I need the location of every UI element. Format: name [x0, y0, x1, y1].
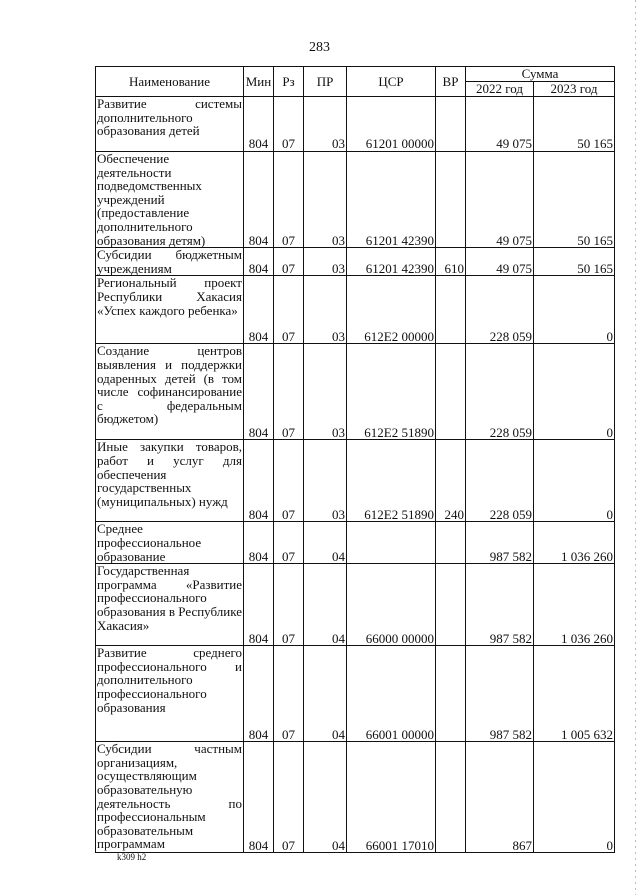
row-name: Среднее профессиональное образование [96, 522, 244, 564]
page-edge-line [635, 0, 636, 895]
row-vr [436, 646, 466, 742]
row-sum-2022: 228 059 [466, 344, 534, 440]
header-sum: Сумма [466, 67, 615, 82]
row-rz: 07 [274, 152, 304, 248]
row-pr: 03 [304, 276, 347, 344]
row-csr: 66000 00000 [347, 564, 436, 646]
row-sum-2022: 987 582 [466, 522, 534, 564]
row-name: Развитие среднего профессионального и дополнительного профессионального образования [96, 646, 244, 742]
table-row [96, 646, 615, 742]
row-min: 804 [244, 97, 274, 152]
row-min: 804 [244, 248, 274, 276]
row-vr: 610 [436, 248, 466, 276]
row-rz: 07 [274, 276, 304, 344]
row-name: Обеспечение деятельности подведомственных учреждений (предоставление дополнительного образования детям) [96, 152, 244, 248]
row-vr [436, 564, 466, 646]
header-pr: ПР [304, 67, 347, 97]
row-vr [436, 344, 466, 440]
row-sum-2022: 228 059 [466, 440, 534, 522]
row-csr [347, 522, 436, 564]
row-sum-2023: 50 165 [534, 97, 615, 152]
row-name: Развитие системы дополнительного образования детей [96, 97, 244, 152]
header-year-2023: 2023 год [534, 82, 615, 97]
row-rz: 07 [274, 522, 304, 564]
table-row [96, 276, 615, 344]
table-row [96, 564, 615, 646]
row-sum-2022: 987 582 [466, 564, 534, 646]
row-sum-2023: 0 [534, 440, 615, 522]
row-sum-2022: 228 059 [466, 276, 534, 344]
row-sum-2022: 49 075 [466, 97, 534, 152]
header-year-2022: 2022 год [466, 82, 534, 97]
row-name: Иные закупки товаров, работ и услуг для обеспечения государственных (муниципальных) нужд [96, 440, 244, 522]
row-min: 804 [244, 646, 274, 742]
table-row [96, 344, 615, 440]
header-min: Мин [244, 67, 274, 97]
row-sum-2023: 1 036 260 [534, 522, 615, 564]
row-rz: 07 [274, 440, 304, 522]
table-row [96, 152, 615, 248]
row-pr: 03 [304, 440, 347, 522]
row-pr: 04 [304, 742, 347, 853]
row-pr: 04 [304, 522, 347, 564]
row-sum-2023: 0 [534, 276, 615, 344]
row-sum-2023: 0 [534, 344, 615, 440]
table-row [96, 97, 615, 152]
row-min: 804 [244, 564, 274, 646]
table-row [96, 522, 615, 564]
header-vr: ВР [436, 67, 466, 97]
table-row [96, 440, 615, 522]
row-vr [436, 742, 466, 853]
row-pr: 03 [304, 344, 347, 440]
row-csr: 61201 42390 [347, 248, 436, 276]
row-pr: 04 [304, 564, 347, 646]
row-pr: 03 [304, 97, 347, 152]
row-name: Региональный проект Республики Хакасия «Успех каждого ребенка» [96, 276, 244, 344]
row-name: Субсидии бюджетным учреждениям [97, 247, 242, 276]
row-sum-2023: 50 165 [534, 248, 615, 276]
row-sum-2023: 50 165 [534, 152, 615, 248]
row-vr [436, 152, 466, 248]
row-rz: 07 [274, 248, 304, 276]
footer-code: k309 h2 [117, 852, 147, 862]
row-sum-2023: 1 005 632 [534, 646, 615, 742]
header-rz: Рз [274, 67, 304, 97]
page-number: 283 [309, 40, 330, 55]
row-sum-2023: 1 036 260 [534, 564, 615, 646]
row-sum-2022: 867 [466, 742, 534, 853]
row-vr [436, 522, 466, 564]
row-sum-2022: 49 075 [466, 152, 534, 248]
row-sum-2022: 987 582 [466, 646, 534, 742]
row-pr: 03 [304, 152, 347, 248]
table-row [96, 248, 615, 276]
table-row [96, 742, 615, 853]
row-rz: 07 [274, 97, 304, 152]
budget-table [95, 66, 615, 853]
row-pr: 04 [304, 646, 347, 742]
row-csr: 612E2 51890 [347, 344, 436, 440]
row-rz: 07 [274, 344, 304, 440]
row-min: 804 [244, 276, 274, 344]
row-vr [436, 97, 466, 152]
row-csr: 61201 00000 [347, 97, 436, 152]
row-csr: 612E2 51890 [347, 440, 436, 522]
row-name: Субсидии частным организациям, осуществляющим образовательную деятельность по профессиональным образовательным программам [97, 741, 242, 852]
row-name: Государственная программа «Развитие профессионального образования в Республике Хакасия» [96, 564, 244, 646]
row-min: 804 [244, 522, 274, 564]
row-name: Создание центров выявления и поддержки одаренных детей (в том числе софинансирование с федеральным бюджетом) [96, 344, 244, 440]
row-rz: 07 [274, 564, 304, 646]
row-csr: 66001 00000 [347, 646, 436, 742]
header-csr: ЦСР [347, 67, 436, 97]
header-name: Наименование [96, 67, 244, 97]
row-csr: 61201 42390 [347, 152, 436, 248]
row-pr: 03 [304, 248, 347, 276]
row-min: 804 [244, 152, 274, 248]
row-rz: 07 [274, 646, 304, 742]
row-csr: 66001 17010 [347, 742, 436, 853]
row-rz: 07 [274, 742, 304, 853]
row-sum-2022: 49 075 [466, 248, 534, 276]
row-min: 804 [244, 742, 274, 853]
row-min: 804 [244, 440, 274, 522]
row-vr [436, 276, 466, 344]
row-vr: 240 [436, 440, 466, 522]
row-min: 804 [244, 344, 274, 440]
row-sum-2023: 0 [534, 742, 615, 853]
row-csr: 612E2 00000 [347, 276, 436, 344]
